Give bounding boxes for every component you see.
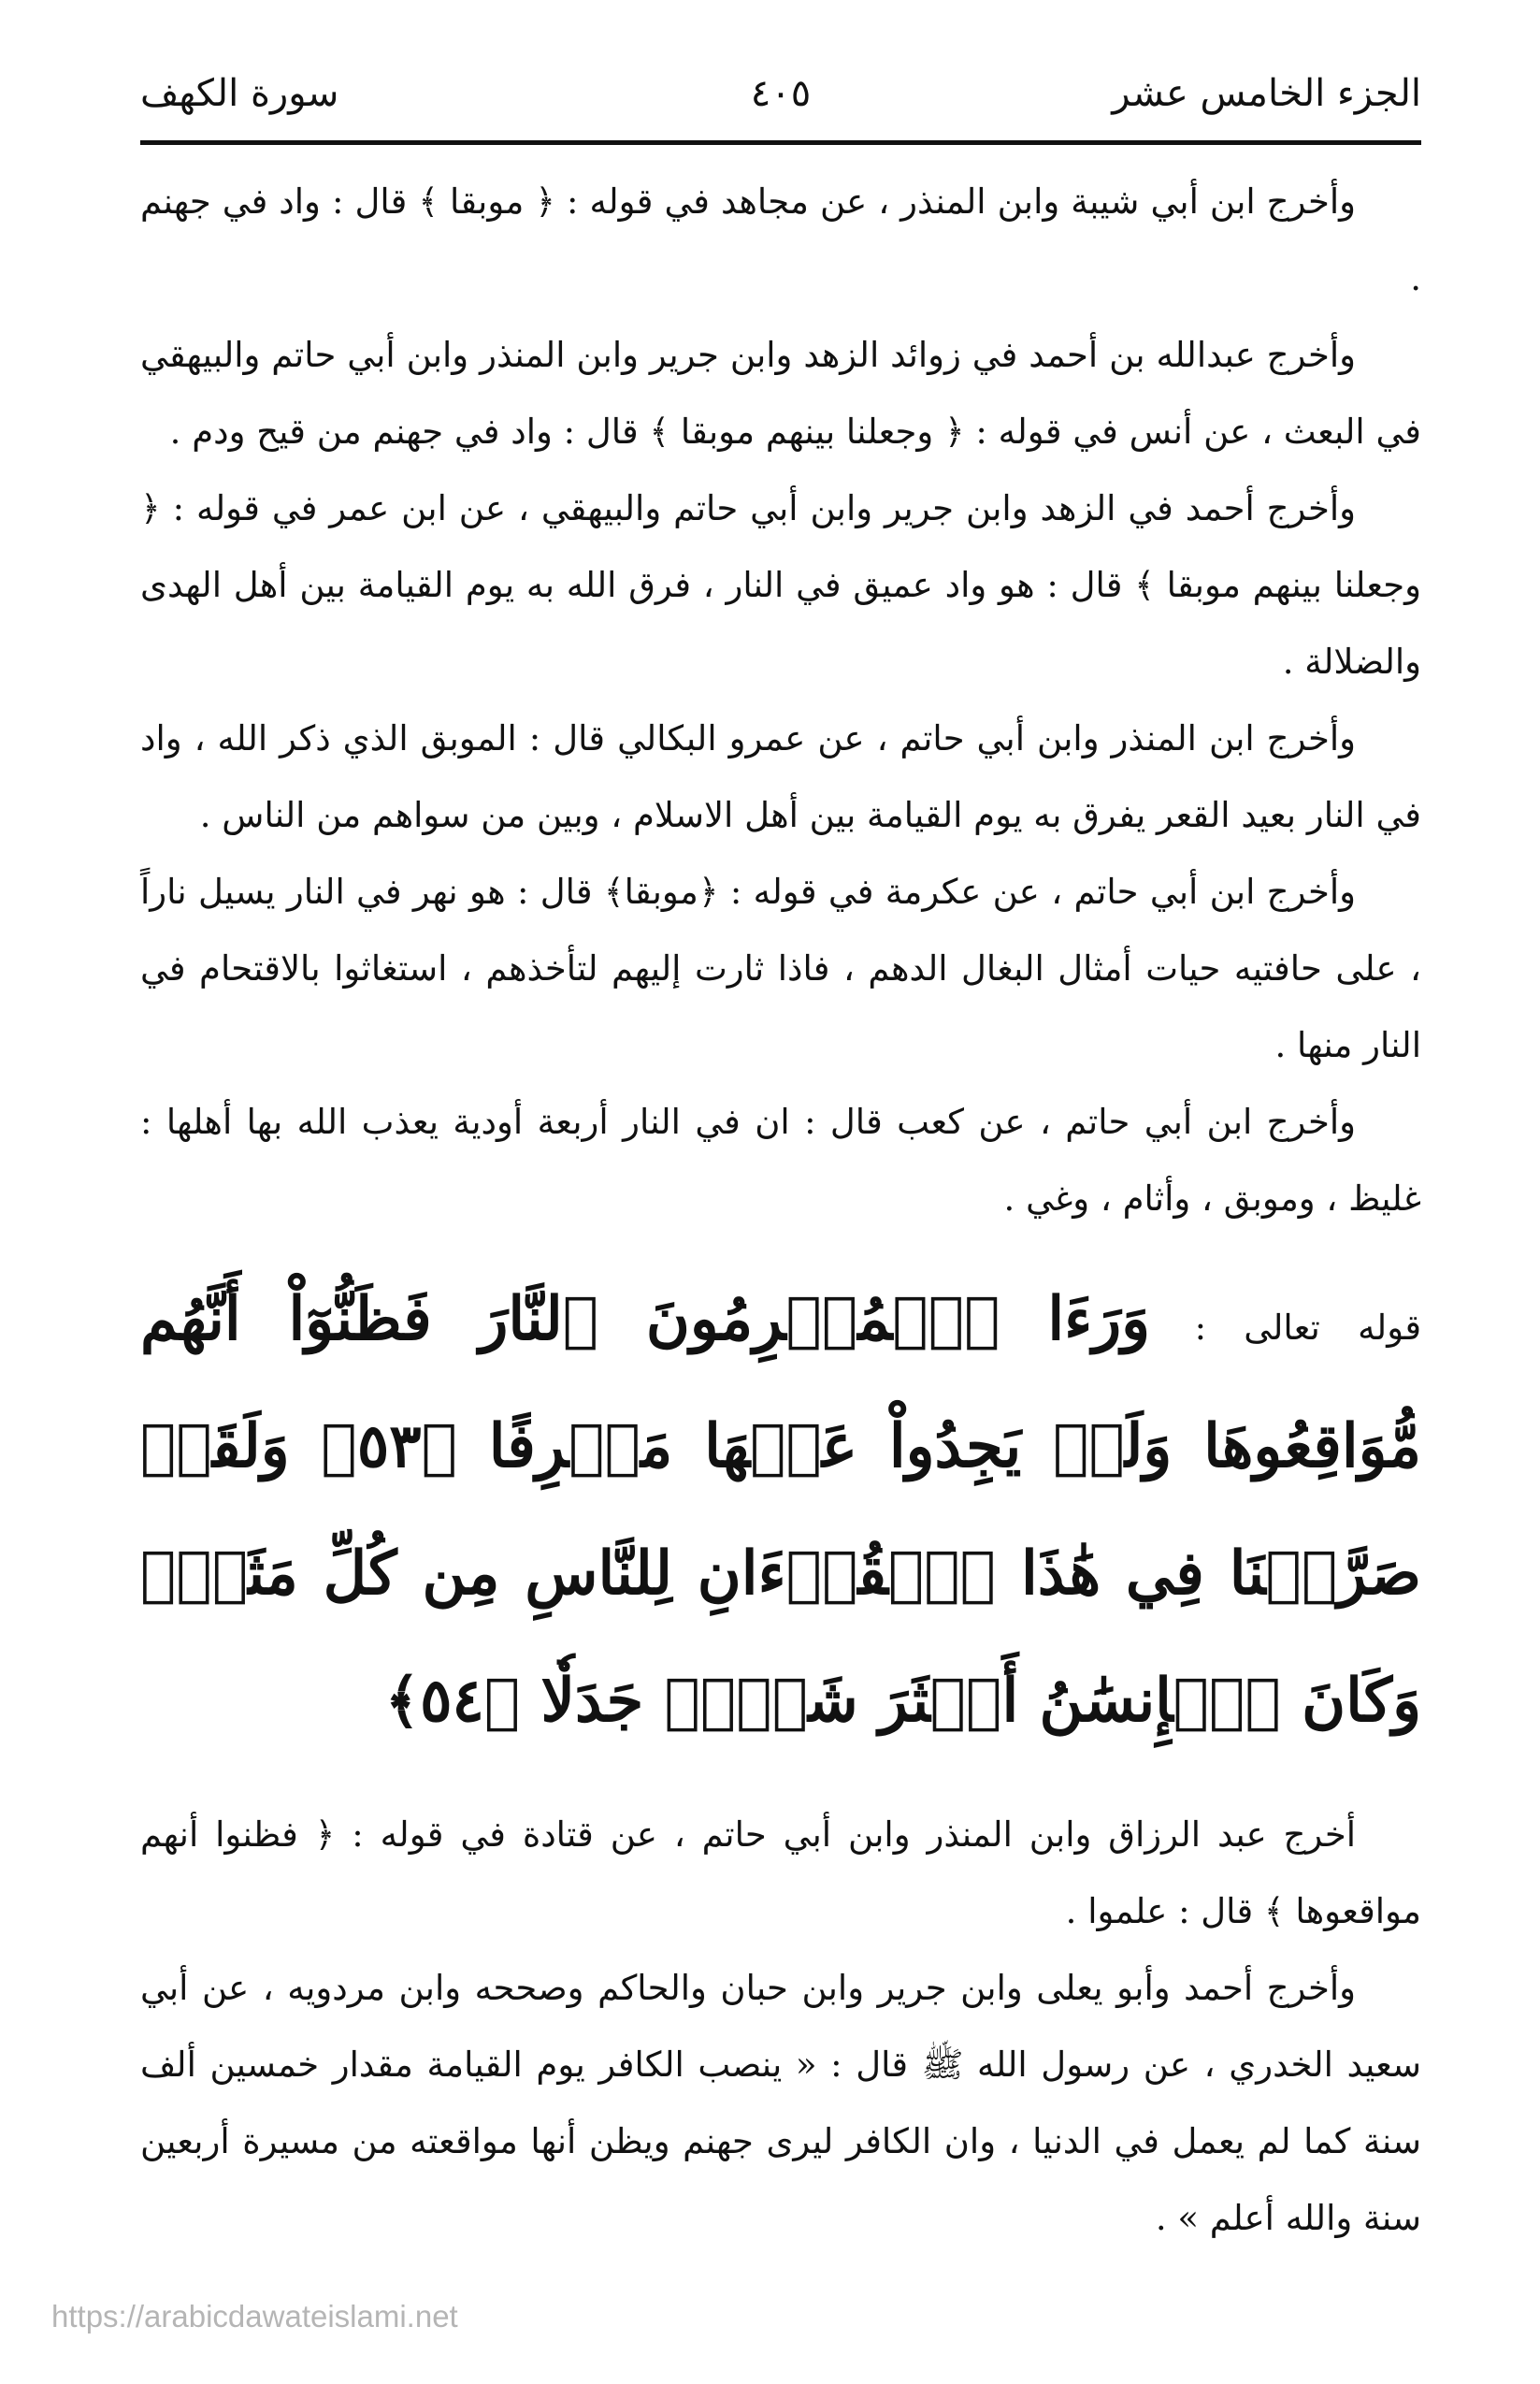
watermark-url: https://arabicdawateislami.net <box>51 2299 458 2333</box>
narration-paragraph: أخرج عبد الرزاق وابن المنذر وابن أبي حاتم ، عن قتادة في قوله : ﴿ فظنوا أنهم مواقعوها ﴾ قال : علموا . <box>140 1814 1421 1931</box>
surah-title: سورة الكهف <box>140 72 339 115</box>
narration-paragraph: وأخرج أحمد وأبو يعلى وابن جرير وابن حبان والحاكم وصححه وابن مردويه ، عن أبي سعيد الخدري ، عن رسول الله ﷺ قال : « ينصب الكافر يوم القيامة مقدار خمسين ألف سنة كما لم يعمل في الدنيا ، وان الكافر ليرى جهنم ويظن أنها مواقعته من مسيرة أربعين سنة والله أعلم » . <box>140 1968 1421 2238</box>
narration-paragraph: وأخرج عبدالله بن أحمد في زوائد الزهد وابن جرير وابن المنذر وابن أبي حاتم والبيهقي في البعث ، عن أنس في قوله : ﴿ وجعلنا بينهم موبقا ﴾ قال : واد في جهنم من قيح ودم . <box>140 335 1421 452</box>
narration-paragraph: وأخرج أحمد في الزهد وابن جرير وابن أبي حاتم والبيهقي ، عن ابن عمر في قوله : ﴿ وجعلنا بينهم موبقا ﴾ قال : هو واد عميق في النار ، فرق الله به يوم القيامة بين أهل الهدى والضلالة . <box>140 488 1421 682</box>
narration-paragraph: وأخرج ابن المنذر وابن أبي حاتم ، عن عمرو البكالي قال : الموبق الذي ذكر الله ، واد في النار بعيد القعر يفرق به يوم القيامة بين أهل الاسلام ، وبين من سواهم من الناس . <box>140 718 1421 835</box>
header-divider <box>140 140 1421 145</box>
narrations-after-verse <box>140 1797 1421 2257</box>
narrations-before-verse <box>140 164 1421 1237</box>
page-number: ٤٠٥ <box>750 72 812 115</box>
verse-text: وَرَءَا ٱلۡمُجۡرِمُونَ ٱلنَّارَ فَظَنُّوٓاْ أَنَّهُم مُّوَاقِعُوهَا وَلَمۡ يَجِدُواْ عَنۡهَا مَصۡرِفًا ﴿٥٣﴾ وَلَقَدۡ صَرَّفۡنَا فِي هَٰذَا ٱلۡقُرۡءَانِ لِلنَّاسِ مِن كُلِّ مَثَلٖۚ وَكَانَ ٱلۡإِنسَٰنُ أَكۡثَرَ شَيۡءٖ جَدَلٗا ﴿٥٤﴾ <box>140 1284 1422 1736</box>
narration-paragraph: وأخرج ابن أبي شيبة وابن المنذر ، عن مجاهد في قوله : ﴿ موبقا ﴾ قال : واد في جهنم . <box>140 181 1421 298</box>
verse-intro: قوله تعالى : <box>1194 1308 1422 1348</box>
part-title: الجزء الخامس عشر <box>1112 72 1421 115</box>
narration-paragraph: وأخرج ابن أبي حاتم ، عن عكرمة في قوله : ﴿موبقا﴾ قال : هو نهر في النار يسيل ناراً ، على حافتيه حيات أمثال البغال الدهم ، فاذا ثارت إليهم لتأخذهم ، استغاثوا بالاقتحام في النار منها . <box>140 872 1421 1065</box>
quran-verse-block <box>140 1264 1421 1772</box>
page-header <box>140 56 1421 131</box>
book-page <box>140 56 1421 2301</box>
narration-paragraph: وأخرج ابن أبي حاتم ، عن كعب قال : ان في النار أربعة أودية يعذب الله بها أهلها : غليظ ، وموبق ، وأثام ، وغي . <box>140 1102 1421 1219</box>
